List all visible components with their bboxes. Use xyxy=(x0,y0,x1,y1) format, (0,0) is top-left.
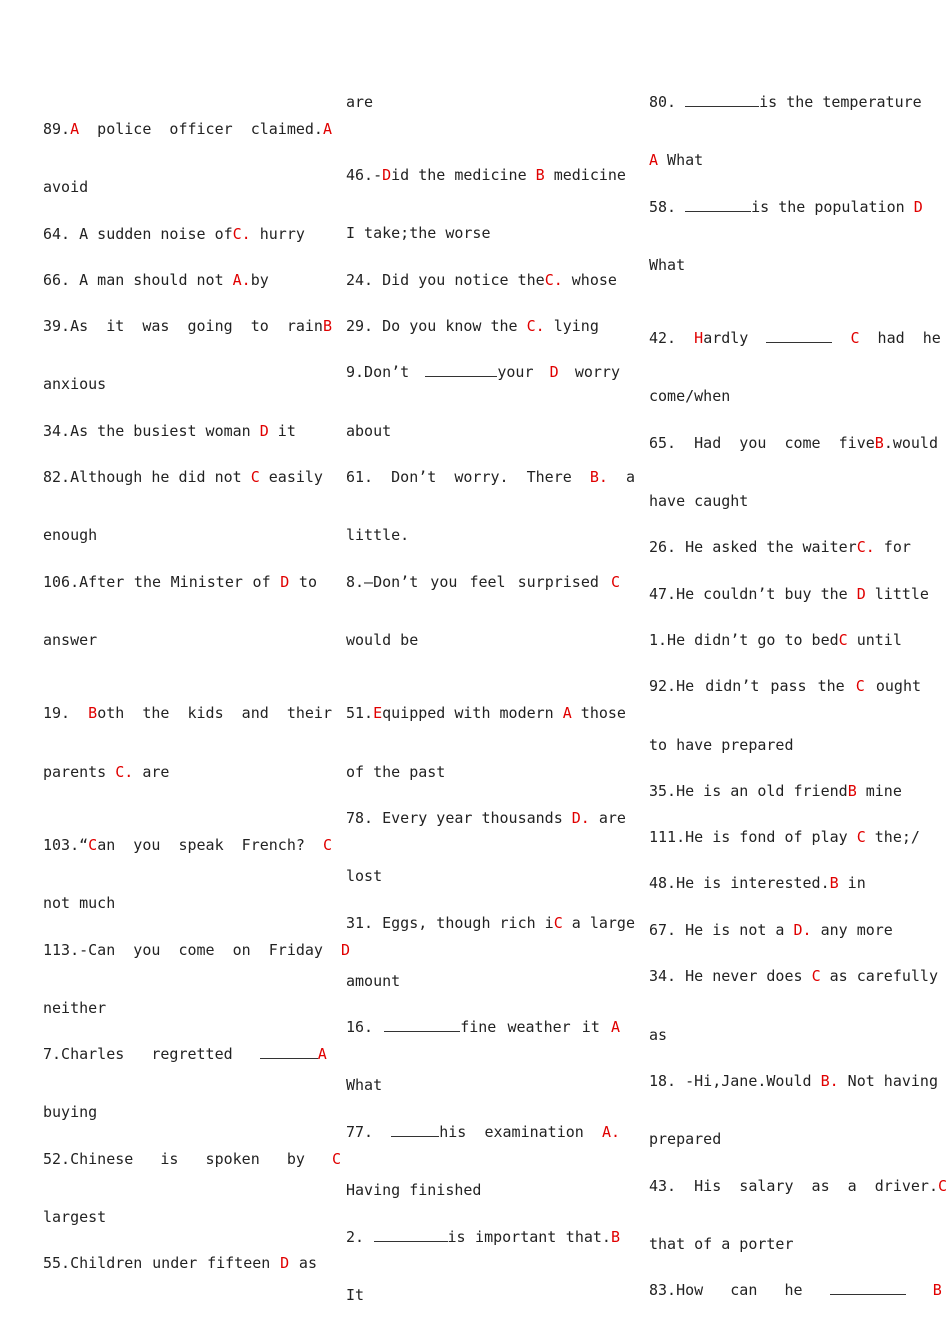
question-text: are xyxy=(589,809,626,827)
answer-key: C xyxy=(838,631,848,649)
question-line xyxy=(649,966,938,986)
question-text: easily xyxy=(259,468,323,486)
question-text: it xyxy=(268,422,296,440)
answer-blank xyxy=(425,363,497,377)
answer-key: C. xyxy=(856,538,875,556)
question-text: lost xyxy=(346,867,383,885)
answer-key: D xyxy=(549,363,559,381)
question-line xyxy=(649,92,921,112)
answer-key: C. xyxy=(232,225,251,243)
question-text: in xyxy=(838,874,866,892)
answer-key: D xyxy=(341,941,351,959)
question-text: have caught xyxy=(649,492,749,510)
question-line xyxy=(649,1176,948,1196)
question-line xyxy=(43,119,332,139)
question-text: 48.He is interested. xyxy=(649,874,830,892)
question-text: What xyxy=(346,1076,383,1094)
answer-key: B xyxy=(322,317,332,335)
question-text: oth the kids and their xyxy=(97,704,332,722)
answer-key: D xyxy=(856,585,866,603)
question-line xyxy=(346,630,620,650)
answer-key: C xyxy=(331,1150,342,1168)
question-line xyxy=(649,150,921,170)
question-line xyxy=(346,467,635,487)
question-text: 34.As the busiest woman xyxy=(43,422,260,440)
question-text: had he xyxy=(859,329,941,347)
question-text: 65. Had you come five xyxy=(649,434,875,452)
question-text: hurry xyxy=(250,225,305,243)
answer-key: B xyxy=(932,1281,942,1299)
question-text: 35.He is an old friend xyxy=(649,782,848,800)
question-line xyxy=(43,177,317,197)
question-line xyxy=(649,386,921,406)
question-line xyxy=(649,584,929,604)
answer-key: A xyxy=(649,151,659,169)
question-line xyxy=(346,270,620,290)
question-line xyxy=(649,491,921,511)
answer-key: C xyxy=(850,329,860,347)
answer-key: D xyxy=(913,198,923,216)
question-text: his examination xyxy=(439,1123,602,1141)
question-text: a xyxy=(607,468,635,486)
question-line xyxy=(43,1102,317,1122)
answer-key: C xyxy=(855,677,865,695)
question-text: amount xyxy=(346,972,401,990)
question-line xyxy=(346,1285,620,1305)
question-text: 67. He is not a xyxy=(649,921,794,939)
question-text: parents xyxy=(43,763,116,781)
question-text: quipped with modern xyxy=(382,704,563,722)
question-line xyxy=(649,676,921,696)
answer-key: A xyxy=(562,704,572,722)
question-line xyxy=(346,316,620,336)
answer-blank xyxy=(685,198,751,212)
question-text: are xyxy=(133,763,170,781)
answer-key: C. xyxy=(526,317,545,335)
question-line xyxy=(43,270,317,290)
question-text: avoid xyxy=(43,178,89,196)
question-text: id the medicine xyxy=(391,166,536,184)
question-text: 1.He didn’t go to bed xyxy=(649,631,839,649)
question-text: come/when xyxy=(649,387,731,405)
question-text: little xyxy=(865,585,929,603)
question-line xyxy=(43,835,332,855)
answer-key: C xyxy=(250,468,260,486)
question-text xyxy=(832,329,850,347)
answer-key: C xyxy=(811,967,821,985)
question-line xyxy=(346,1180,620,1200)
question-text: 31. Eggs, though rich i xyxy=(346,914,554,932)
question-text: 52.Chinese is spoken by xyxy=(43,1150,332,1168)
question-line xyxy=(346,913,635,933)
question-text: 39.As it was going to rain xyxy=(43,317,323,335)
question-text: little. xyxy=(346,526,410,544)
question-text: 83.How can he xyxy=(649,1281,830,1299)
column-3 xyxy=(649,0,948,1344)
question-line xyxy=(649,873,921,893)
question-text: fine weather it xyxy=(460,1018,611,1036)
question-line xyxy=(649,1025,921,1045)
question-text: 80. xyxy=(649,93,686,111)
question-text: for xyxy=(874,538,911,556)
question-text: Having finished xyxy=(346,1181,482,1199)
question-text: 34. He never does xyxy=(649,967,812,985)
question-text: about xyxy=(346,422,392,440)
question-text: 66. A man should not xyxy=(43,271,233,289)
question-text: 24. Did you notice the xyxy=(346,271,545,289)
question-text: buying xyxy=(43,1103,98,1121)
answer-blank xyxy=(391,1123,439,1137)
question-text: as xyxy=(649,1026,668,1044)
answer-key: E xyxy=(373,704,383,722)
question-text: mine xyxy=(856,782,902,800)
question-text: an you speak French? xyxy=(97,836,323,854)
question-text: prepared xyxy=(649,1130,722,1148)
answer-key: B xyxy=(88,704,98,722)
question-line xyxy=(649,630,921,650)
question-text: worry xyxy=(558,363,620,381)
question-text: largest xyxy=(43,1208,107,1226)
question-line xyxy=(649,781,921,801)
question-line xyxy=(43,467,323,487)
answer-key: B xyxy=(610,1228,620,1246)
answer-key: C xyxy=(610,573,620,591)
answer-key: D. xyxy=(571,809,590,827)
question-text: 55.Children under fifteen xyxy=(43,1254,281,1272)
column-2 xyxy=(346,0,635,1344)
question-line xyxy=(43,525,317,545)
question-text: 46.- xyxy=(346,166,383,184)
question-line xyxy=(43,316,332,336)
question-line xyxy=(649,328,941,348)
question-text: is the population xyxy=(751,198,914,216)
question-text: 82.Although he did not xyxy=(43,468,251,486)
question-line xyxy=(346,572,620,592)
answer-key: C xyxy=(937,1177,948,1195)
question-text: 61. Don’t worry. There xyxy=(346,468,590,486)
question-text: 26. He asked the waiter xyxy=(649,538,857,556)
answer-key: C xyxy=(553,914,563,932)
answer-key: D. xyxy=(793,921,812,939)
question-line xyxy=(43,940,351,960)
question-text: to xyxy=(289,573,317,591)
question-text: to have prepared xyxy=(649,736,794,754)
question-line xyxy=(649,920,921,940)
answer-key: D xyxy=(280,1254,290,1272)
question-text: 2. xyxy=(346,1228,374,1246)
question-line xyxy=(43,630,317,650)
question-text: anxious xyxy=(43,375,107,393)
question-text: 16. xyxy=(346,1018,385,1036)
answer-key: A xyxy=(322,120,332,138)
question-line xyxy=(346,971,620,991)
answer-blank xyxy=(260,1045,318,1059)
question-text: 51. xyxy=(346,704,374,722)
question-text: is important that. xyxy=(447,1228,611,1246)
question-text: 29. Do you know the xyxy=(346,317,527,335)
question-line xyxy=(649,1234,921,1254)
question-line xyxy=(649,735,921,755)
question-text: I take;the worse xyxy=(346,224,491,242)
question-text: the;/ xyxy=(865,828,920,846)
answer-key: A. xyxy=(601,1123,620,1141)
question-line xyxy=(346,1075,620,1095)
answer-key: H xyxy=(694,329,704,347)
question-text: is the temperature xyxy=(759,93,922,111)
question-line xyxy=(649,827,921,847)
answer-key: A xyxy=(70,120,80,138)
question-text: as xyxy=(289,1254,317,1272)
question-line xyxy=(43,374,317,394)
question-line xyxy=(346,525,620,545)
question-text: enough xyxy=(43,526,98,544)
question-text: a large xyxy=(562,914,635,932)
question-line xyxy=(346,165,626,185)
answer-key: C xyxy=(856,828,866,846)
question-text: by xyxy=(250,271,269,289)
question-text: 8.—Don’t you feel surprised xyxy=(346,573,611,591)
answer-blank xyxy=(374,1228,448,1242)
answer-key: C. xyxy=(544,271,563,289)
question-line xyxy=(346,866,620,886)
question-text: any more xyxy=(811,921,893,939)
question-line xyxy=(346,362,620,382)
question-text: 77. xyxy=(346,1123,392,1141)
question-text: of the past xyxy=(346,763,446,781)
question-line xyxy=(43,1253,317,1273)
question-text: medicine xyxy=(544,166,626,184)
answer-key: A. xyxy=(232,271,251,289)
question-line xyxy=(43,893,317,913)
question-text: 19. xyxy=(43,704,89,722)
question-text: 103.“ xyxy=(43,836,89,854)
question-text: ardly xyxy=(703,329,767,347)
question-text: 58. xyxy=(649,198,686,216)
question-line xyxy=(649,537,921,557)
question-text: 78. Every year thousands xyxy=(346,809,572,827)
question-text: 18. -Hi,Jane.Would xyxy=(649,1072,821,1090)
column-1 xyxy=(43,0,351,1344)
question-text: 42. xyxy=(649,329,695,347)
answer-key: B. xyxy=(589,468,608,486)
question-text: those xyxy=(571,704,626,722)
question-text: What xyxy=(649,256,686,274)
question-text xyxy=(906,1281,933,1299)
question-text: police officer claimed. xyxy=(79,120,323,138)
question-text: 113.-Can you come on Friday xyxy=(43,941,342,959)
question-line xyxy=(346,92,620,112)
question-line xyxy=(43,703,332,723)
question-text: that of a porter xyxy=(649,1235,794,1253)
question-line xyxy=(346,808,626,828)
question-line xyxy=(649,197,921,217)
question-text: not much xyxy=(43,894,116,912)
answer-key: D xyxy=(382,166,392,184)
question-line xyxy=(649,1129,921,1149)
question-text: your xyxy=(497,363,550,381)
answer-key: A xyxy=(610,1018,620,1036)
question-line xyxy=(346,1017,620,1037)
answer-blank xyxy=(384,1018,460,1032)
question-text: ought xyxy=(864,677,922,695)
answer-key: B xyxy=(874,434,884,452)
question-text: Not having xyxy=(838,1072,938,1090)
answer-key: A xyxy=(317,1045,327,1063)
answer-blank xyxy=(830,1281,906,1295)
question-line xyxy=(43,224,317,244)
question-line xyxy=(649,255,921,275)
question-text: 47.He couldn’t buy the xyxy=(649,585,857,603)
question-line xyxy=(43,421,317,441)
question-line xyxy=(346,703,626,723)
question-text: 9.Don’t xyxy=(346,363,426,381)
answer-key: D xyxy=(259,422,269,440)
answer-key: D xyxy=(280,573,290,591)
question-line xyxy=(346,762,620,782)
question-text: 92.He didn’t pass the xyxy=(649,677,856,695)
question-line xyxy=(649,433,938,453)
question-line xyxy=(346,1122,620,1142)
question-text: 64. A sudden noise of xyxy=(43,225,233,243)
question-text: .would xyxy=(883,434,938,452)
question-line xyxy=(43,1207,317,1227)
question-line xyxy=(43,762,317,782)
question-text: lying xyxy=(544,317,599,335)
question-line xyxy=(346,421,620,441)
answer-key: B xyxy=(829,874,839,892)
question-text: are xyxy=(346,93,374,111)
answer-key: B xyxy=(535,166,545,184)
question-line xyxy=(649,1071,938,1091)
answer-key: C xyxy=(322,836,332,854)
question-text: 43. His salary as a driver. xyxy=(649,1177,938,1195)
question-text: What xyxy=(658,151,704,169)
answer-key: B. xyxy=(820,1072,839,1090)
question-text: 7.Charles regretted xyxy=(43,1045,260,1063)
question-line xyxy=(43,998,317,1018)
question-line xyxy=(43,572,317,592)
question-line xyxy=(649,1280,942,1300)
question-text: whose xyxy=(562,271,617,289)
question-text: 89. xyxy=(43,120,71,138)
answer-key: C. xyxy=(115,763,134,781)
question-line xyxy=(43,1149,342,1169)
question-line xyxy=(346,1227,620,1247)
question-text: 106.After the Minister of xyxy=(43,573,281,591)
answer-blank xyxy=(766,329,832,343)
question-text: would be xyxy=(346,631,419,649)
question-text: It xyxy=(346,1286,365,1304)
answer-blank xyxy=(685,93,759,107)
question-text: 111.He is fond of play xyxy=(649,828,857,846)
question-line xyxy=(346,223,620,243)
answer-key: C xyxy=(88,836,98,854)
question-text: answer xyxy=(43,631,98,649)
question-text: neither xyxy=(43,999,107,1017)
answer-key: B xyxy=(847,782,857,800)
question-text: until xyxy=(847,631,902,649)
question-text: as carefully xyxy=(820,967,938,985)
question-line xyxy=(43,1044,327,1064)
